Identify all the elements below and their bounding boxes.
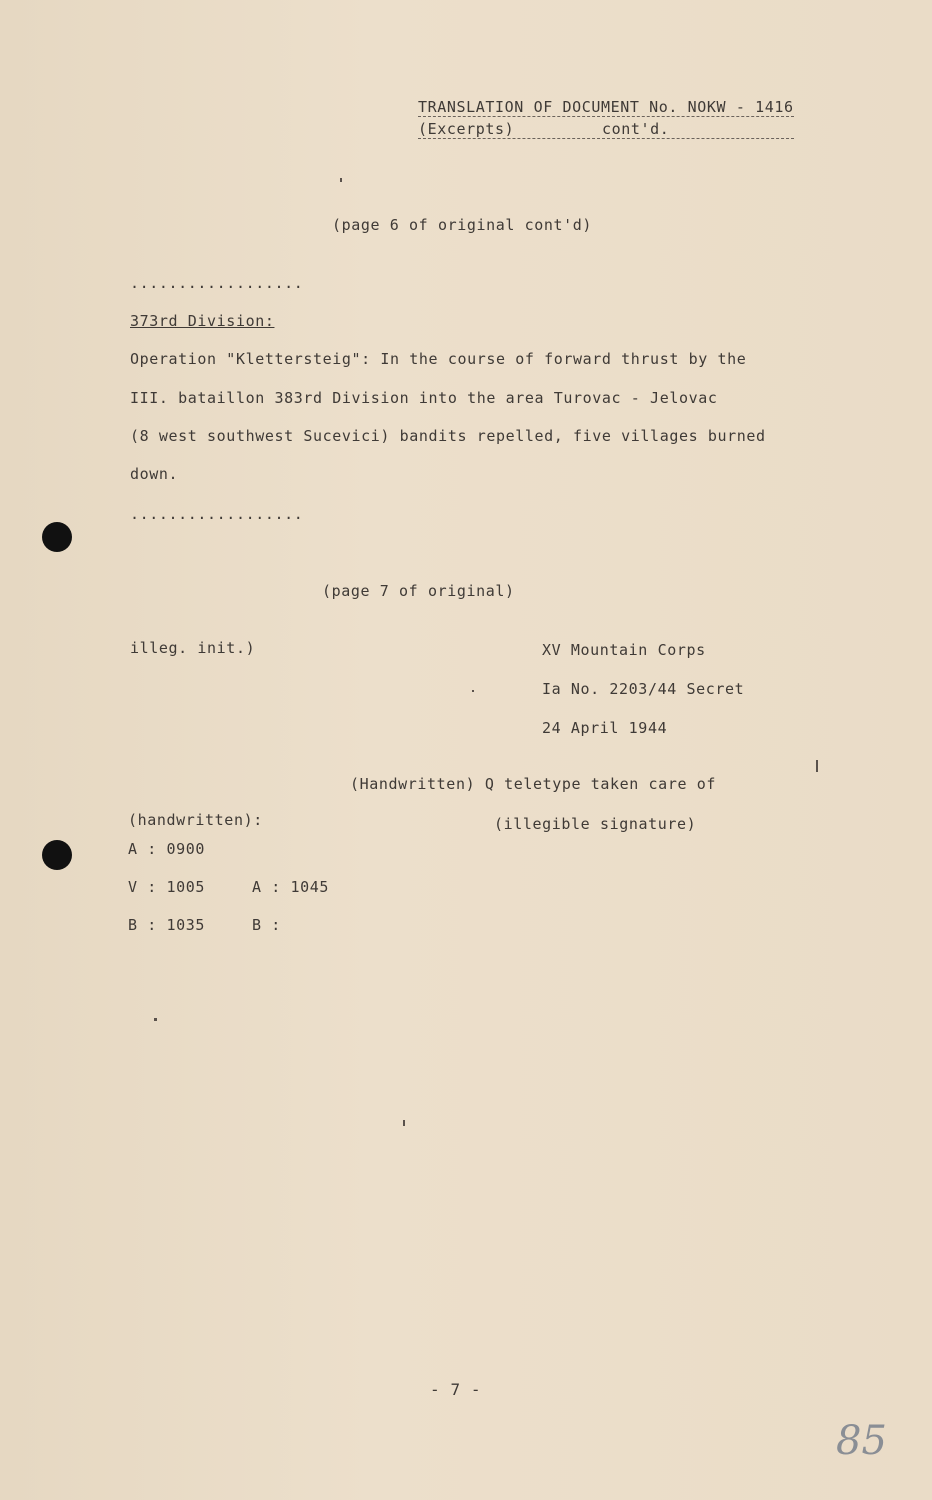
body-line-1: Operation "Klettersteig": In the course of forward thrust by the xyxy=(130,350,747,368)
header-excerpts-label: (Excerpts) xyxy=(418,120,515,138)
illeg-init: illeg. init.) xyxy=(130,639,256,657)
punch-hole-upper xyxy=(42,522,72,552)
handwritten-note: (Handwritten) Q teletype taken care of xyxy=(350,775,716,793)
paper-speck xyxy=(154,1018,157,1021)
page-number: - 7 - xyxy=(430,1380,482,1399)
paper-speck xyxy=(340,178,342,182)
time-row-1: A : 0900 xyxy=(128,840,206,858)
time-row-2-left: V : 1005 xyxy=(128,878,206,896)
body-line-2: III. bataillon 383rd Division into the area Turovac - Jelovac xyxy=(130,389,718,407)
handwritten-label: (handwritten): xyxy=(128,811,263,829)
paper-speck xyxy=(472,690,474,692)
time-row-3-left: B : 1035 xyxy=(128,916,206,934)
header-excerpts xyxy=(418,120,794,139)
paper-speck xyxy=(816,760,818,772)
time-row-3-right: B : xyxy=(252,916,281,934)
body-line-4: down. xyxy=(130,465,179,483)
dots-separator-top: .................. xyxy=(130,274,304,292)
corps-ref: Ia No. 2203/44 Secret xyxy=(542,680,745,698)
corner-page-number: 85 xyxy=(836,1418,887,1464)
punch-hole-lower xyxy=(42,840,72,870)
header-title: TRANSLATION OF DOCUMENT No. NOKW - 1416 xyxy=(418,98,794,116)
corps-date: 24 April 1944 xyxy=(542,719,668,737)
paper-speck xyxy=(403,1120,405,1126)
header-contd-label: cont'd. xyxy=(601,120,670,138)
illegible-signature: (illegible signature) xyxy=(494,815,697,833)
corps-name: XV Mountain Corps xyxy=(542,641,706,659)
dots-separator-bottom: .................. xyxy=(130,505,304,523)
division-label: 373rd Division: xyxy=(130,312,275,330)
page6-heading: (page 6 of original cont'd) xyxy=(332,216,593,234)
body-line-3: (8 west southwest Sucevici) bandits repelled, five villages burned xyxy=(130,427,766,445)
page7-heading: (page 7 of original) xyxy=(322,582,515,600)
time-row-2-right: A : 1045 xyxy=(252,878,330,896)
